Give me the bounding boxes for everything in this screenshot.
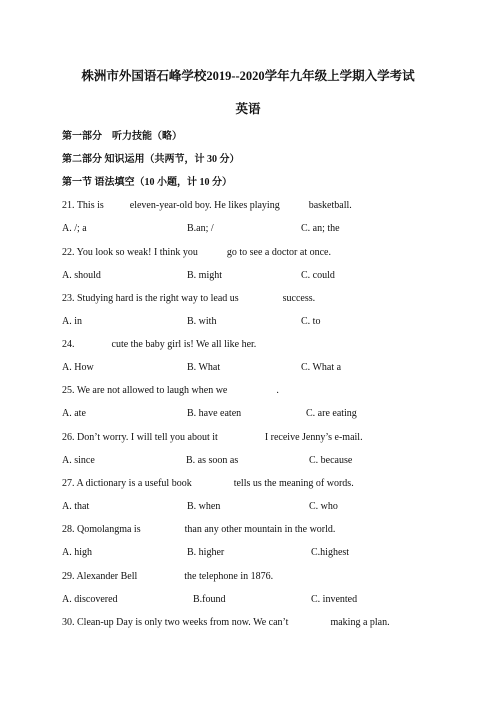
option-b: B. higher (187, 547, 225, 558)
option-c: C. to (301, 316, 321, 327)
option-b: B. as soon as (186, 455, 239, 466)
stem-part: 21. This is (62, 200, 104, 211)
question-stem (62, 571, 273, 583)
option-b: B.found (193, 594, 226, 605)
question-stem (62, 293, 315, 305)
option-a: A. discovered (62, 594, 118, 605)
option-b: B. when (187, 501, 221, 512)
stem-part: basketball. (308, 200, 352, 211)
question-stem (62, 617, 390, 629)
stem-part: making a plan. (330, 617, 390, 628)
option-a: A. ate (62, 408, 86, 419)
option-b: B. What (187, 362, 221, 373)
question-stem (62, 432, 363, 444)
stem-part: 30. Clean-up Day is only two weeks from now. We can’t (62, 617, 289, 628)
option-c: C. are eating (306, 408, 357, 419)
stem-part: 23. Studying hard is the right way to lead us (62, 293, 239, 304)
stem-part: success. (282, 293, 316, 304)
stem-part: 28. Qomolangma is (62, 524, 141, 535)
stem-part: 24. (62, 339, 75, 350)
option-b: B. might (187, 270, 223, 281)
option-b: B. with (187, 316, 217, 327)
option-a: A. How (62, 362, 94, 373)
part1-heading: 第一部分 听力技能（略） (62, 131, 182, 142)
exam-title: 株洲市外国语石峰学校2019--2020学年九年级上学期入学考试 (81, 69, 415, 83)
option-b: B.an; / (187, 223, 214, 234)
option-a: A. high (62, 547, 92, 558)
stem-part: go to see a doctor at once. (226, 247, 331, 258)
option-a: A. in (62, 316, 82, 327)
question-stem (62, 478, 354, 490)
subject-title: 英语 (235, 102, 261, 116)
option-a: A. /; a (62, 223, 87, 234)
option-a: A. that (62, 501, 90, 512)
option-b: B. have eaten (187, 408, 242, 419)
option-c: C. could (301, 270, 335, 281)
option-c: C. because (309, 455, 353, 466)
option-c: C. who (309, 501, 338, 512)
question-stem (62, 524, 335, 536)
option-c: C. What a (301, 362, 342, 373)
stem-part: eleven-year-old boy. He likes playing (129, 200, 280, 211)
option-c: C.highest (311, 547, 350, 558)
stem-part: I receive Jenny’s e-mail. (264, 432, 363, 443)
option-a: A. should (62, 270, 101, 281)
option-a: A. since (62, 455, 95, 466)
stem-part: . (276, 385, 279, 396)
stem-part: than any other mountain in the world. (184, 524, 336, 535)
stem-part: 25. We are not allowed to laugh when we (62, 385, 228, 396)
question-stem (62, 339, 256, 351)
question-stem (62, 200, 352, 212)
question-stem (62, 385, 279, 397)
stem-part: 27. A dictionary is a useful book (62, 478, 192, 489)
stem-part: 22. You look so weak! I think you (62, 247, 198, 258)
part2-heading: 第二部分 知识运用（共两节，计 30 分） (62, 154, 240, 165)
option-c: C. invented (311, 594, 358, 605)
stem-part: cute the baby girl is! We all like her. (111, 339, 257, 350)
stem-part: 26. Don’t worry. I will tell you about it (62, 432, 218, 443)
stem-part: the telephone in 1876. (184, 571, 274, 582)
option-c: C. an; the (301, 223, 340, 234)
stem-part: 29. Alexander Bell (62, 571, 138, 582)
stem-part: tells us the meaning of words. (233, 478, 354, 489)
question-stem (62, 247, 331, 259)
section1-heading: 第一节 语法填空（10 小题，计 10 分） (62, 177, 232, 188)
